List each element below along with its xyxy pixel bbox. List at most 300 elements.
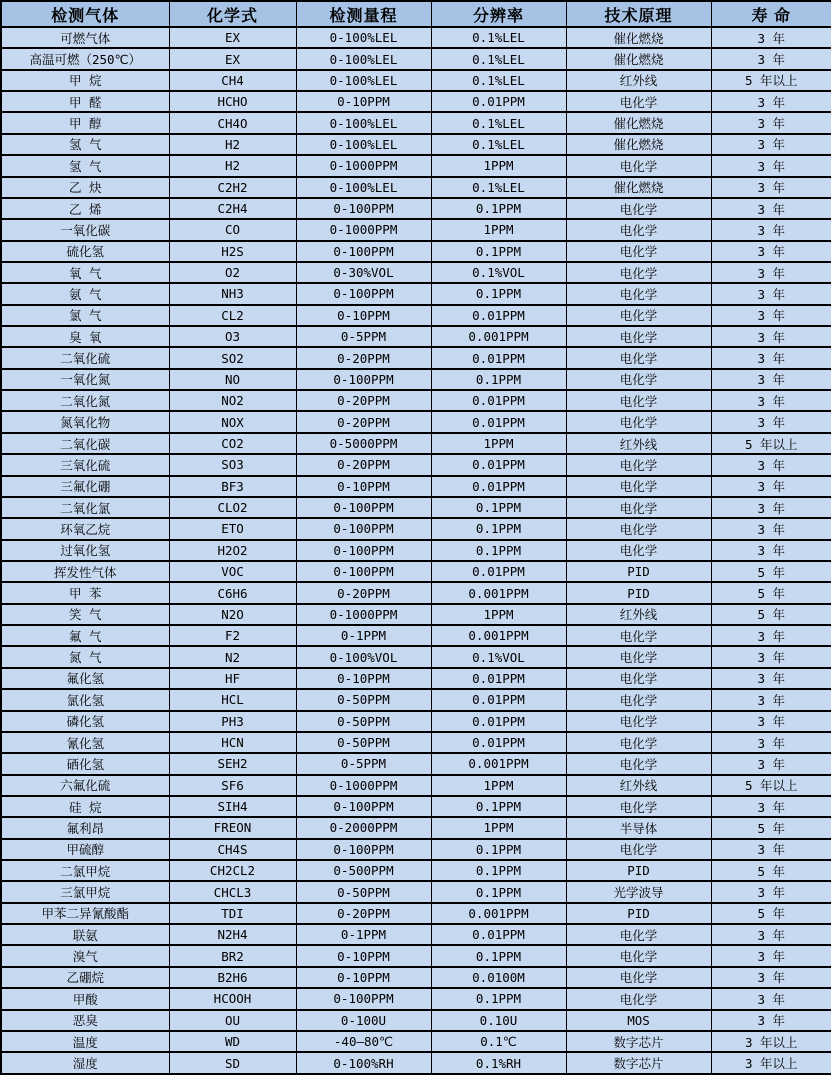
cell-principle: 电化学 xyxy=(566,305,711,326)
cell-lifespan: 3 年 xyxy=(711,454,831,475)
cell-gas-name: 甲硫醇 xyxy=(1,839,169,860)
cell-resolution: 0.1%LEL xyxy=(431,177,566,198)
cell-gas-name: 二氧化氮 xyxy=(1,390,169,411)
table-row xyxy=(1,540,831,561)
table-row xyxy=(1,198,831,219)
cell-principle: 电化学 xyxy=(566,711,711,732)
table-row xyxy=(1,305,831,326)
cell-lifespan: 3 年 xyxy=(711,155,831,176)
table-row xyxy=(1,604,831,625)
cell-gas-name: 氢 气 xyxy=(1,134,169,155)
cell-range: 0-1000PPM xyxy=(296,155,431,176)
cell-gas-name: 一氧化碳 xyxy=(1,219,169,240)
cell-range: 0-20PPM xyxy=(296,347,431,368)
cell-lifespan: 3 年以上 xyxy=(711,1031,831,1052)
cell-range: 0-100%LEL xyxy=(296,70,431,91)
cell-lifespan: 3 年 xyxy=(711,711,831,732)
cell-principle: 电化学 xyxy=(566,839,711,860)
cell-range: 0-1000PPM xyxy=(296,219,431,240)
cell-formula: NH3 xyxy=(169,283,296,304)
cell-range: 0-50PPM xyxy=(296,711,431,732)
cell-resolution: 0.1%LEL xyxy=(431,134,566,155)
cell-formula: WD xyxy=(169,1031,296,1052)
cell-gas-name: 二氧化碳 xyxy=(1,433,169,454)
cell-principle: 电化学 xyxy=(566,540,711,561)
cell-gas-name: 硒化氢 xyxy=(1,753,169,774)
cell-lifespan: 3 年以上 xyxy=(711,1052,831,1074)
table-row xyxy=(1,112,831,133)
cell-formula: SO2 xyxy=(169,347,296,368)
cell-formula: PH3 xyxy=(169,711,296,732)
table-row xyxy=(1,967,831,988)
cell-range: -40—80℃ xyxy=(296,1031,431,1052)
cell-gas-name: 甲 苯 xyxy=(1,582,169,603)
cell-principle: 电化学 xyxy=(566,646,711,667)
cell-resolution: 0.01PPM xyxy=(431,711,566,732)
table-row xyxy=(1,48,831,69)
cell-lifespan: 5 年以上 xyxy=(711,70,831,91)
cell-gas-name: 乙 炔 xyxy=(1,177,169,198)
cell-formula: CL2 xyxy=(169,305,296,326)
cell-gas-name: 氯化氢 xyxy=(1,689,169,710)
cell-range: 0-100PPM xyxy=(296,518,431,539)
cell-range: 0-100PPM xyxy=(296,540,431,561)
table-row xyxy=(1,262,831,283)
cell-lifespan: 5 年以上 xyxy=(711,433,831,454)
cell-formula: H2 xyxy=(169,134,296,155)
cell-gas-name: 乙 烯 xyxy=(1,198,169,219)
table-row xyxy=(1,881,831,902)
cell-formula: TDI xyxy=(169,903,296,924)
table-row xyxy=(1,561,831,582)
cell-gas-name: 氟利昂 xyxy=(1,817,169,838)
cell-gas-name: 湿度 xyxy=(1,1052,169,1074)
cell-gas-name: 硫化氢 xyxy=(1,241,169,262)
cell-formula: HCOOH xyxy=(169,988,296,1009)
cell-lifespan: 5 年 xyxy=(711,561,831,582)
cell-formula: H2S xyxy=(169,241,296,262)
cell-formula: CH4O xyxy=(169,112,296,133)
cell-range: 0-10PPM xyxy=(296,967,431,988)
cell-principle: 电化学 xyxy=(566,518,711,539)
cell-formula: NOX xyxy=(169,411,296,432)
table-row xyxy=(1,646,831,667)
cell-resolution: 1PPM xyxy=(431,775,566,796)
cell-gas-name: 挥发性气体 xyxy=(1,561,169,582)
cell-formula: HCHO xyxy=(169,91,296,112)
table-row xyxy=(1,70,831,91)
cell-resolution: 1PPM xyxy=(431,817,566,838)
table-row xyxy=(1,625,831,646)
cell-formula: EX xyxy=(169,27,296,48)
cell-resolution: 0.0100M xyxy=(431,967,566,988)
cell-lifespan: 3 年 xyxy=(711,732,831,753)
cell-range: 0-1PPM xyxy=(296,625,431,646)
table-row xyxy=(1,796,831,817)
cell-principle: PID xyxy=(566,860,711,881)
cell-gas-name: 六氟化硫 xyxy=(1,775,169,796)
cell-range: 0-20PPM xyxy=(296,390,431,411)
cell-resolution: 0.001PPM xyxy=(431,753,566,774)
cell-gas-name: 过氧化氢 xyxy=(1,540,169,561)
cell-lifespan: 3 年 xyxy=(711,369,831,390)
cell-lifespan: 3 年 xyxy=(711,305,831,326)
cell-resolution: 0.1PPM xyxy=(431,945,566,966)
cell-principle: 催化燃烧 xyxy=(566,48,711,69)
cell-gas-name: 三氯甲烷 xyxy=(1,881,169,902)
cell-gas-name: 甲 烷 xyxy=(1,70,169,91)
cell-lifespan: 3 年 xyxy=(711,753,831,774)
cell-principle: 电化学 xyxy=(566,390,711,411)
cell-gas-name: 氢 气 xyxy=(1,155,169,176)
cell-principle: 光学波导 xyxy=(566,881,711,902)
header-row xyxy=(1,1,831,27)
cell-lifespan: 3 年 xyxy=(711,241,831,262)
cell-principle: 电化学 xyxy=(566,262,711,283)
cell-gas-name: 乙硼烷 xyxy=(1,967,169,988)
col-header-gas-name: 检测气体 xyxy=(1,1,169,27)
cell-formula: C2H2 xyxy=(169,177,296,198)
cell-range: 0-100%VOL xyxy=(296,646,431,667)
cell-principle: 半导体 xyxy=(566,817,711,838)
table-row xyxy=(1,219,831,240)
cell-lifespan: 3 年 xyxy=(711,518,831,539)
cell-resolution: 0.1%RH xyxy=(431,1052,566,1074)
cell-resolution: 0.1%LEL xyxy=(431,27,566,48)
cell-resolution: 0.01PPM xyxy=(431,91,566,112)
cell-range: 0-100PPM xyxy=(296,839,431,860)
cell-principle: 电化学 xyxy=(566,988,711,1009)
cell-principle: 电化学 xyxy=(566,753,711,774)
cell-principle: PID xyxy=(566,582,711,603)
table-row xyxy=(1,27,831,48)
cell-formula: OU xyxy=(169,1010,296,1031)
cell-gas-name: 氮 气 xyxy=(1,646,169,667)
table-row xyxy=(1,582,831,603)
cell-resolution: 1PPM xyxy=(431,433,566,454)
cell-formula: NO xyxy=(169,369,296,390)
cell-range: 0-100%LEL xyxy=(296,112,431,133)
cell-gas-name: 环氧乙烷 xyxy=(1,518,169,539)
cell-resolution: 0.01PPM xyxy=(431,561,566,582)
cell-resolution: 0.001PPM xyxy=(431,625,566,646)
cell-principle: 电化学 xyxy=(566,689,711,710)
cell-lifespan: 5 年 xyxy=(711,817,831,838)
cell-range: 0-1000PPM xyxy=(296,604,431,625)
cell-range: 0-20PPM xyxy=(296,582,431,603)
table-row xyxy=(1,1010,831,1031)
cell-range: 0-2000PPM xyxy=(296,817,431,838)
cell-resolution: 0.1PPM xyxy=(431,881,566,902)
cell-gas-name: 磷化氢 xyxy=(1,711,169,732)
cell-principle: 催化燃烧 xyxy=(566,134,711,155)
cell-lifespan: 3 年 xyxy=(711,27,831,48)
cell-resolution: 0.01PPM xyxy=(431,476,566,497)
cell-lifespan: 3 年 xyxy=(711,839,831,860)
table-row xyxy=(1,817,831,838)
cell-gas-name: 氧 气 xyxy=(1,262,169,283)
cell-gas-name: 溴气 xyxy=(1,945,169,966)
cell-formula: CO xyxy=(169,219,296,240)
cell-gas-name: 氟 气 xyxy=(1,625,169,646)
cell-lifespan: 3 年 xyxy=(711,262,831,283)
cell-principle: 催化燃烧 xyxy=(566,27,711,48)
cell-lifespan: 3 年 xyxy=(711,411,831,432)
cell-range: 0-100%LEL xyxy=(296,27,431,48)
cell-range: 0-10PPM xyxy=(296,91,431,112)
cell-principle: 电化学 xyxy=(566,924,711,945)
table-row xyxy=(1,369,831,390)
cell-resolution: 0.1PPM xyxy=(431,369,566,390)
cell-resolution: 0.1PPM xyxy=(431,518,566,539)
cell-formula: CH2CL2 xyxy=(169,860,296,881)
cell-principle: 电化学 xyxy=(566,497,711,518)
cell-gas-name: 三氟化硼 xyxy=(1,476,169,497)
cell-formula: F2 xyxy=(169,625,296,646)
cell-resolution: 0.01PPM xyxy=(431,668,566,689)
cell-formula: HCL xyxy=(169,689,296,710)
table-row xyxy=(1,454,831,475)
cell-lifespan: 3 年 xyxy=(711,177,831,198)
cell-formula: N2 xyxy=(169,646,296,667)
cell-resolution: 1PPM xyxy=(431,604,566,625)
cell-formula: FREON xyxy=(169,817,296,838)
cell-lifespan: 5 年 xyxy=(711,604,831,625)
cell-gas-name: 高温可燃（250℃） xyxy=(1,48,169,69)
table-row xyxy=(1,241,831,262)
cell-range: 0-100%LEL xyxy=(296,134,431,155)
table-row xyxy=(1,476,831,497)
cell-range: 0-100%LEL xyxy=(296,177,431,198)
cell-lifespan: 3 年 xyxy=(711,967,831,988)
col-header-principle: 技术原理 xyxy=(566,1,711,27)
cell-lifespan: 5 年以上 xyxy=(711,775,831,796)
table-row xyxy=(1,177,831,198)
table-row xyxy=(1,753,831,774)
table-row xyxy=(1,497,831,518)
cell-resolution: 0.001PPM xyxy=(431,326,566,347)
table-row xyxy=(1,668,831,689)
cell-principle: 电化学 xyxy=(566,347,711,368)
cell-lifespan: 3 年 xyxy=(711,668,831,689)
cell-formula: H2O2 xyxy=(169,540,296,561)
table-row xyxy=(1,411,831,432)
cell-lifespan: 3 年 xyxy=(711,945,831,966)
cell-resolution: 0.1PPM xyxy=(431,540,566,561)
cell-formula: C2H4 xyxy=(169,198,296,219)
cell-range: 0-100PPM xyxy=(296,283,431,304)
cell-lifespan: 3 年 xyxy=(711,347,831,368)
cell-resolution: 0.1%VOL xyxy=(431,262,566,283)
cell-gas-name: 恶臭 xyxy=(1,1010,169,1031)
table-row xyxy=(1,347,831,368)
cell-resolution: 0.01PPM xyxy=(431,390,566,411)
table-row xyxy=(1,1052,831,1074)
cell-range: 0-5000PPM xyxy=(296,433,431,454)
cell-principle: 电化学 xyxy=(566,155,711,176)
cell-formula: H2 xyxy=(169,155,296,176)
cell-principle: 电化学 xyxy=(566,219,711,240)
cell-range: 0-100PPM xyxy=(296,988,431,1009)
cell-lifespan: 5 年 xyxy=(711,582,831,603)
cell-resolution: 0.01PPM xyxy=(431,924,566,945)
cell-principle: 电化学 xyxy=(566,967,711,988)
cell-gas-name: 一氧化氮 xyxy=(1,369,169,390)
cell-range: 0-100PPM xyxy=(296,198,431,219)
cell-range: 0-100PPM xyxy=(296,497,431,518)
cell-range: 0-20PPM xyxy=(296,411,431,432)
cell-formula: EX xyxy=(169,48,296,69)
cell-principle: 电化学 xyxy=(566,91,711,112)
cell-range: 0-20PPM xyxy=(296,454,431,475)
cell-resolution: 0.001PPM xyxy=(431,903,566,924)
cell-range: 0-10PPM xyxy=(296,945,431,966)
cell-gas-name: 甲 醛 xyxy=(1,91,169,112)
table-header xyxy=(1,1,831,27)
cell-resolution: 0.1PPM xyxy=(431,860,566,881)
cell-gas-name: 甲酸 xyxy=(1,988,169,1009)
cell-lifespan: 5 年 xyxy=(711,903,831,924)
cell-lifespan: 3 年 xyxy=(711,796,831,817)
cell-range: 0-1000PPM xyxy=(296,775,431,796)
cell-range: 0-100U xyxy=(296,1010,431,1031)
cell-resolution: 0.01PPM xyxy=(431,305,566,326)
cell-gas-name: 笑 气 xyxy=(1,604,169,625)
cell-lifespan: 3 年 xyxy=(711,988,831,1009)
table-row xyxy=(1,134,831,155)
cell-resolution: 0.01PPM xyxy=(431,732,566,753)
cell-resolution: 0.1PPM xyxy=(431,796,566,817)
cell-principle: 电化学 xyxy=(566,668,711,689)
table-row xyxy=(1,903,831,924)
col-header-range: 检测量程 xyxy=(296,1,431,27)
cell-lifespan: 3 年 xyxy=(711,476,831,497)
cell-formula: N2O xyxy=(169,604,296,625)
cell-lifespan: 5 年 xyxy=(711,860,831,881)
cell-range: 0-100PPM xyxy=(296,241,431,262)
cell-formula: NO2 xyxy=(169,390,296,411)
cell-formula: SD xyxy=(169,1052,296,1074)
cell-lifespan: 3 年 xyxy=(711,91,831,112)
cell-range: 0-100%LEL xyxy=(296,48,431,69)
cell-formula: SIH4 xyxy=(169,796,296,817)
cell-range: 0-50PPM xyxy=(296,689,431,710)
table-row xyxy=(1,155,831,176)
cell-lifespan: 3 年 xyxy=(711,198,831,219)
col-header-resolution: 分辨率 xyxy=(431,1,566,27)
cell-gas-name: 二氧化硫 xyxy=(1,347,169,368)
cell-gas-name: 可燃气体 xyxy=(1,27,169,48)
cell-gas-name: 甲 醇 xyxy=(1,112,169,133)
col-header-formula: 化学式 xyxy=(169,1,296,27)
cell-principle: 电化学 xyxy=(566,476,711,497)
cell-principle: 电化学 xyxy=(566,411,711,432)
cell-resolution: 0.1%VOL xyxy=(431,646,566,667)
cell-range: 0-1PPM xyxy=(296,924,431,945)
cell-resolution: 0.01PPM xyxy=(431,347,566,368)
cell-lifespan: 3 年 xyxy=(711,390,831,411)
cell-lifespan: 3 年 xyxy=(711,881,831,902)
cell-formula: CO2 xyxy=(169,433,296,454)
cell-formula: O2 xyxy=(169,262,296,283)
cell-principle: 电化学 xyxy=(566,732,711,753)
cell-formula: B2H6 xyxy=(169,967,296,988)
cell-formula: ETO xyxy=(169,518,296,539)
cell-resolution: 0.1℃ xyxy=(431,1031,566,1052)
col-header-lifespan: 寿 命 xyxy=(711,1,831,27)
cell-gas-name: 氮氧化物 xyxy=(1,411,169,432)
cell-principle: 电化学 xyxy=(566,326,711,347)
cell-principle: 电化学 xyxy=(566,198,711,219)
cell-formula: BR2 xyxy=(169,945,296,966)
cell-range: 0-100PPM xyxy=(296,796,431,817)
cell-range: 0-5PPM xyxy=(296,753,431,774)
cell-resolution: 0.1PPM xyxy=(431,198,566,219)
table-row xyxy=(1,860,831,881)
cell-principle: 红外线 xyxy=(566,433,711,454)
cell-principle: PID xyxy=(566,561,711,582)
cell-lifespan: 3 年 xyxy=(711,646,831,667)
cell-resolution: 0.1%LEL xyxy=(431,70,566,91)
cell-gas-name: 氨 气 xyxy=(1,283,169,304)
cell-formula: CH4S xyxy=(169,839,296,860)
table-row xyxy=(1,91,831,112)
cell-gas-name: 氰化氢 xyxy=(1,732,169,753)
cell-gas-name: 三氧化硫 xyxy=(1,454,169,475)
cell-principle: 催化燃烧 xyxy=(566,177,711,198)
cell-lifespan: 3 年 xyxy=(711,283,831,304)
cell-range: 0-20PPM xyxy=(296,903,431,924)
table-row xyxy=(1,775,831,796)
cell-lifespan: 3 年 xyxy=(711,112,831,133)
cell-range: 0-100%RH xyxy=(296,1052,431,1074)
cell-formula: CLO2 xyxy=(169,497,296,518)
cell-principle: 电化学 xyxy=(566,796,711,817)
cell-gas-name: 温度 xyxy=(1,1031,169,1052)
table-row xyxy=(1,711,831,732)
cell-formula: HF xyxy=(169,668,296,689)
cell-range: 0-10PPM xyxy=(296,476,431,497)
cell-principle: PID xyxy=(566,903,711,924)
cell-resolution: 0.1%LEL xyxy=(431,48,566,69)
cell-lifespan: 3 年 xyxy=(711,326,831,347)
cell-formula: CHCL3 xyxy=(169,881,296,902)
cell-resolution: 0.1PPM xyxy=(431,839,566,860)
cell-formula: HCN xyxy=(169,732,296,753)
cell-gas-name: 联氨 xyxy=(1,924,169,945)
cell-range: 0-50PPM xyxy=(296,732,431,753)
cell-resolution: 0.01PPM xyxy=(431,454,566,475)
cell-range: 0-100PPM xyxy=(296,561,431,582)
cell-range: 0-10PPM xyxy=(296,668,431,689)
cell-resolution: 0.01PPM xyxy=(431,689,566,710)
cell-range: 0-50PPM xyxy=(296,881,431,902)
table-row xyxy=(1,433,831,454)
cell-lifespan: 3 年 xyxy=(711,625,831,646)
cell-principle: 数字芯片 xyxy=(566,1052,711,1074)
cell-resolution: 0.10U xyxy=(431,1010,566,1031)
cell-principle: 电化学 xyxy=(566,241,711,262)
table-row xyxy=(1,988,831,1009)
cell-gas-name: 甲苯二异氰酸酯 xyxy=(1,903,169,924)
cell-gas-name: 氟化氢 xyxy=(1,668,169,689)
cell-range: 0-5PPM xyxy=(296,326,431,347)
table-row xyxy=(1,839,831,860)
cell-formula: C6H6 xyxy=(169,582,296,603)
cell-principle: 红外线 xyxy=(566,70,711,91)
cell-principle: 数字芯片 xyxy=(566,1031,711,1052)
cell-principle: 电化学 xyxy=(566,945,711,966)
